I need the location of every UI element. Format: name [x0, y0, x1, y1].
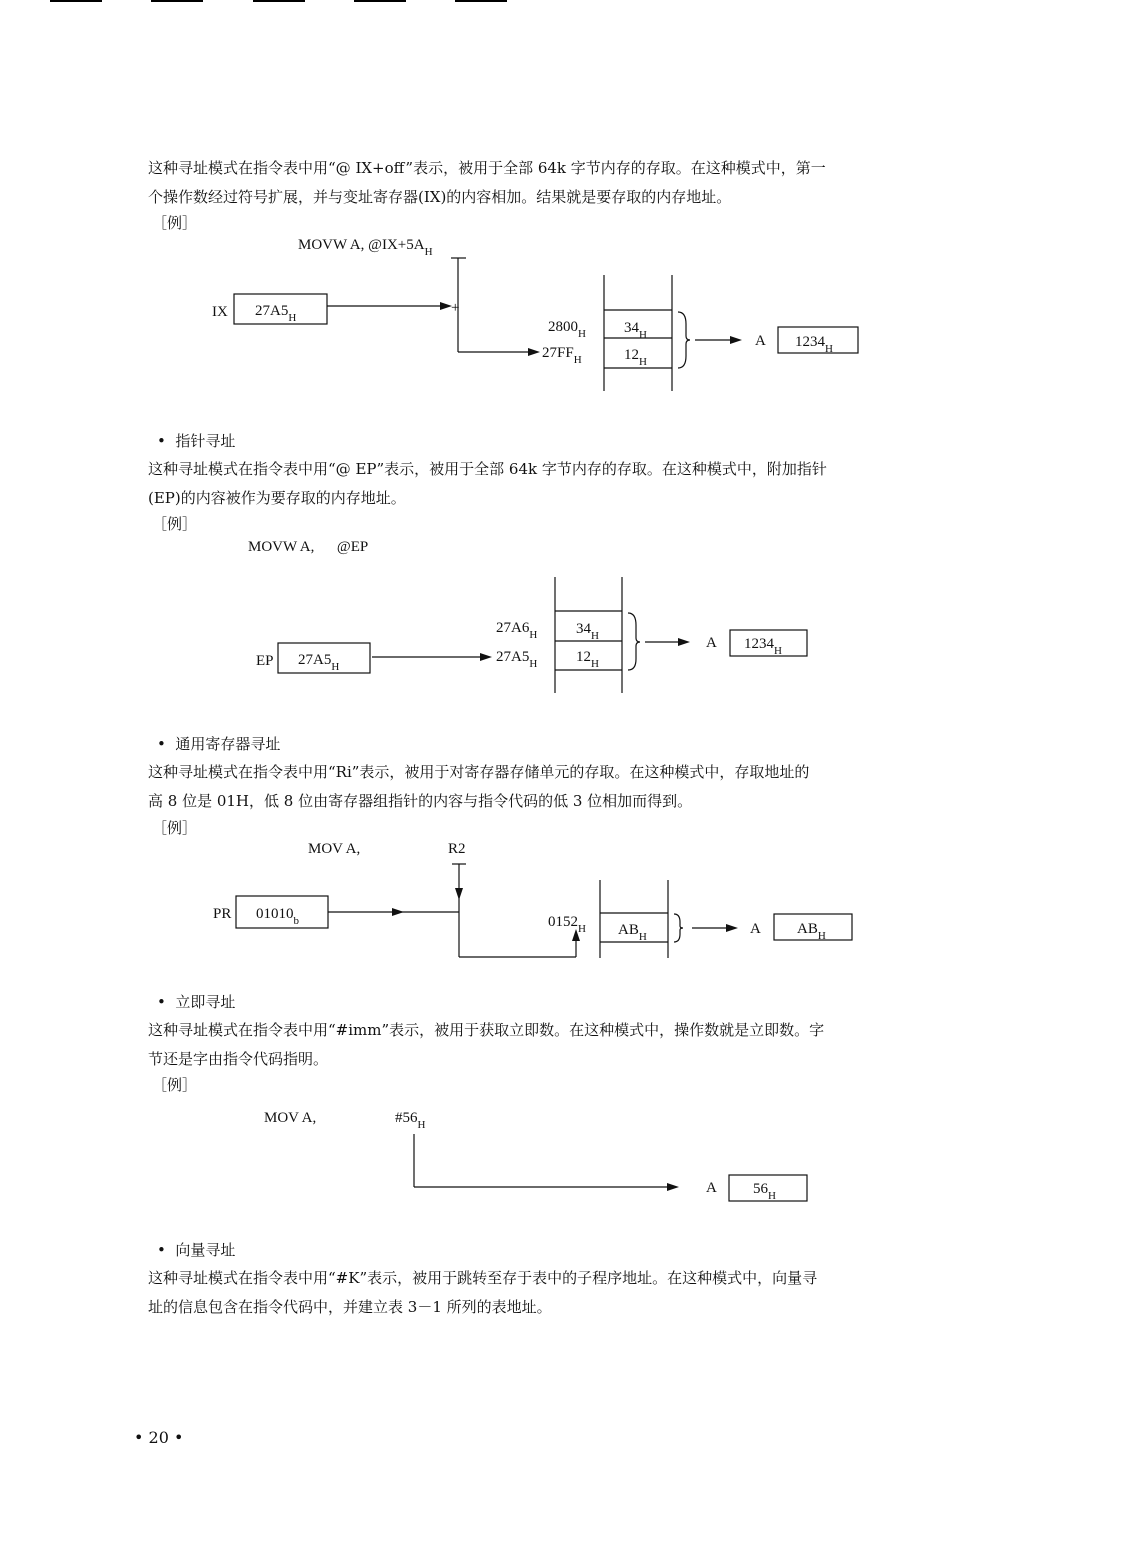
ex1-address-low: $27FF_H$ [542, 345, 582, 366]
vector-line-2: 址的信息包含在指令代码中，并建立表 3－1 所列的表地址。 [148, 1298, 552, 1316]
ex3-cell: $AB_H$ [618, 922, 647, 943]
diagram-index-addressing [0, 225, 1122, 400]
section-title-immediate: • 立即寻址 [157, 993, 236, 1011]
diagram-immediate-addressing [0, 1095, 1122, 1205]
immediate-paragraph [148, 1016, 958, 1074]
ex4-instruction: MOV A, [264, 1110, 317, 1126]
ex2-brace [628, 613, 640, 670]
ex3-dest-name: A [750, 921, 761, 937]
immediate-line-2: 节还是字由指令代码指明。 [148, 1050, 329, 1068]
intro-paragraph [148, 154, 958, 212]
section-title-vector: • 向量寻址 [157, 1241, 236, 1259]
ex2-register-name: EP [256, 653, 274, 669]
pointer-line-2: (EP)的内容被作为要存取的内存地址。 [148, 489, 406, 507]
general-line-1: 这种寻址模式在指令表中用“Ri”表示，被用于对寄存器存储单元的存取。在这种模式中，存取地址的 [148, 763, 810, 781]
ex4-operand: $\#56_H$ [395, 1110, 426, 1131]
ex1-dest-name: A [755, 333, 766, 349]
general-register-paragraph [148, 758, 958, 816]
ex2-dest-value: $1234_H$ [744, 636, 782, 657]
ex1-address-high: $2800_H$ [548, 319, 586, 340]
ex1-instruction: MOVW A, $@IX+5A_H$ [298, 237, 433, 258]
vector-line-1: 这种寻址模式在指令表中用“#K”表示，被用于跳转至存于表中的子程序地址。在这种模式中，向量寻 [148, 1269, 818, 1287]
ex1-dest-value: $1234_H$ [795, 334, 833, 355]
header-rules [0, 0, 1122, 4]
ex1-cell-low: $12_H$ [624, 347, 647, 368]
section-title-general-register: • 通用寄存器寻址 [157, 735, 281, 753]
ex3-register-name: PR [213, 906, 232, 922]
pointer-line-1: 这种寻址模式在指令表中用“@ EP”表示，被用于全部 64k 字节内存的存取。在这种模式中，附加指针 [148, 460, 827, 478]
ex1-cell-high: $34_H$ [624, 320, 647, 341]
intro-line-1: 这种寻址模式在指令表中用“@ IX+off”表示，被用于全部 64k 字节内存的存取。在这种模式中，第一 [148, 159, 826, 177]
ex4-dest-value: $56_H$ [753, 1181, 776, 1202]
ex2-address-high: $27A6_H$ [496, 620, 538, 641]
ex3-instruction: MOV A, [308, 841, 361, 857]
ex3-address: $0152_H$ [548, 914, 586, 935]
ex3-register-value: $01010_b$ [256, 906, 299, 927]
ex2-dest-name: A [706, 635, 717, 651]
ex1-plus: + [451, 300, 460, 316]
ex1-register-name: IX [212, 304, 228, 320]
ex3-operand: R2 [448, 841, 466, 857]
ex2-instruction: MOVW A, @EP [248, 539, 369, 555]
pointer-paragraph [148, 455, 958, 513]
intro-line-2: 个操作数经过符号扩展，并与变址寄存器(IX)的内容相加。结果就是要存取的内存地址。 [148, 188, 732, 206]
example-label-3: ［例］ [152, 819, 198, 837]
ex3-brace [674, 914, 683, 942]
immediate-line-1: 这种寻址模式在指令表中用“#imm”表示，被用于获取立即数。在这种模式中，操作数就是立即数。字 [148, 1021, 825, 1039]
example-label-2: ［例］ [152, 515, 198, 533]
ex4-dest-name: A [706, 1180, 717, 1196]
page-number: • 20 • [134, 1428, 184, 1447]
vector-paragraph [148, 1264, 958, 1322]
example-label-1: ［例］ [152, 214, 198, 232]
section-title-pointer: • 指针寻址 [157, 432, 236, 450]
ex2-cell-low: $12_H$ [576, 649, 599, 670]
example-label-4: ［例］ [152, 1076, 198, 1094]
ex2-cell-high: $34_H$ [576, 621, 599, 642]
diagram-pointer-addressing [0, 530, 1122, 700]
ex2-register-value: $27A5_H$ [298, 652, 340, 673]
general-line-2: 高 8 位是 01H，低 8 位由寄存器组指针的内容与指令代码的低 3 位相加而得到。 [148, 792, 693, 810]
diagram-general-register-addressing [0, 832, 1122, 967]
ex1-register-value: $27A5_H$ [255, 303, 297, 324]
ex2-address-low: $27A5_H$ [496, 649, 538, 670]
ex3-dest-value: $AB_H$ [797, 921, 826, 942]
ex1-brace [678, 312, 690, 368]
